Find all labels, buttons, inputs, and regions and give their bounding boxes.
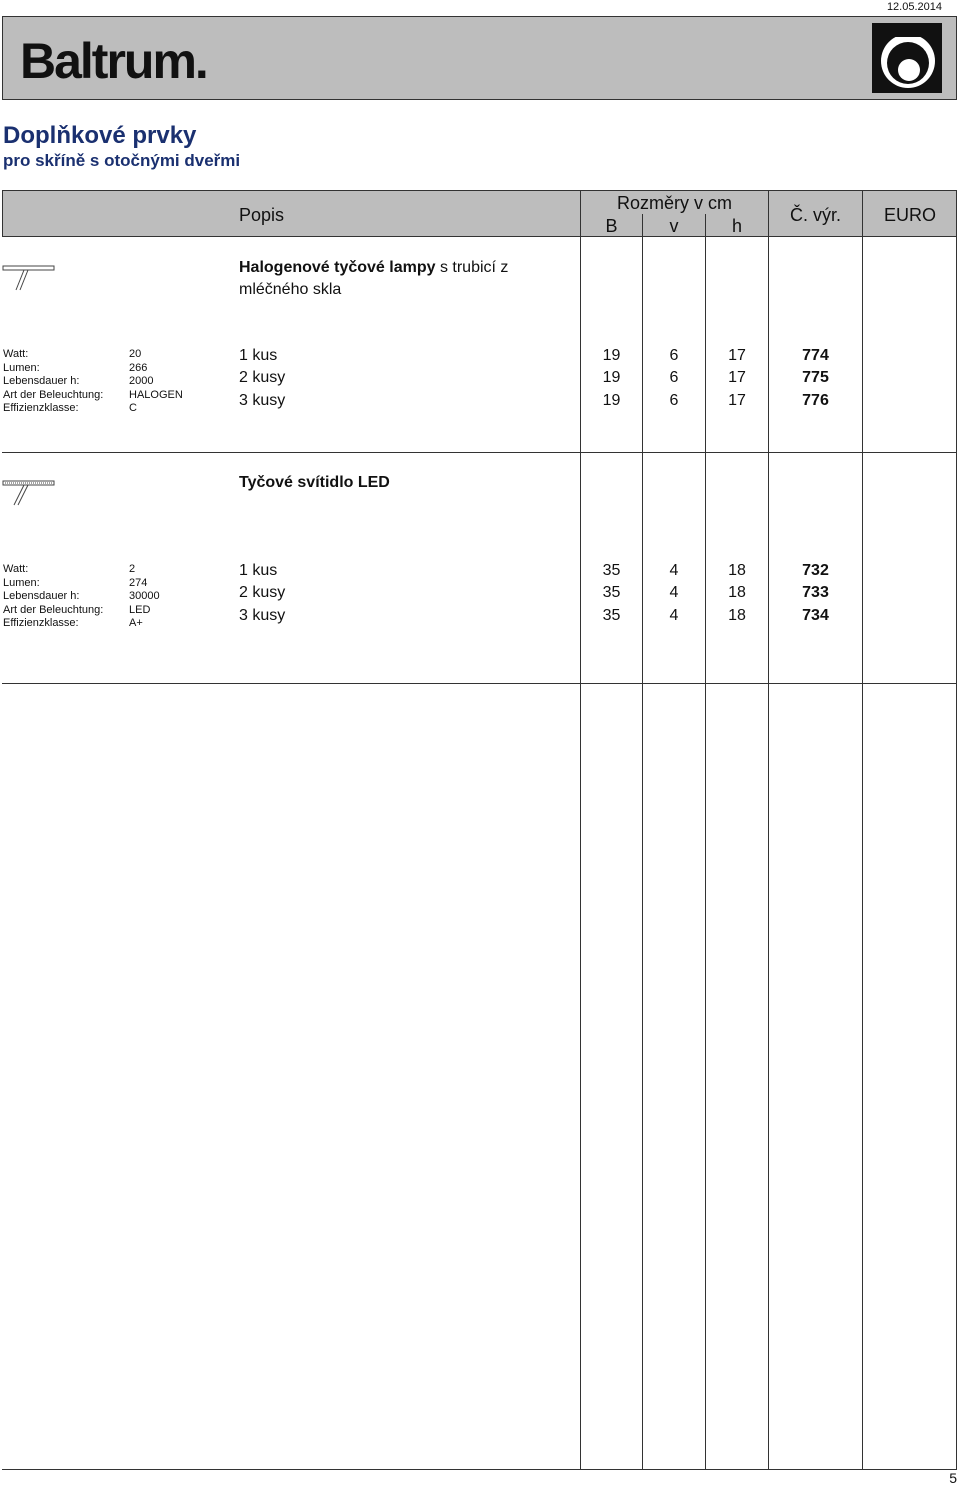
halogen-rod-lamp-icon	[2, 262, 56, 292]
grid-line	[705, 214, 706, 237]
dim-b: 19	[602, 369, 621, 387]
row-desc: 2 kusy	[239, 369, 286, 387]
grid-line	[862, 190, 863, 1470]
dim-b: 35	[602, 562, 621, 579]
spec-value: C	[129, 402, 137, 414]
page-subtitle: pro skříně s otočnými dveřmi	[3, 151, 241, 170]
print-date: 12.05.2014	[886, 1, 942, 13]
dim-h: 17	[728, 391, 746, 409]
section-title-bold: Halogenové tyčové lampy	[239, 259, 436, 276]
col-h-values	[706, 345, 768, 412]
col-code-values	[769, 560, 862, 627]
col-header-rozmery: Rozměry v cm	[616, 193, 732, 213]
dim-v: 6	[669, 369, 679, 387]
row-desc: 3 kusy	[239, 391, 286, 409]
dim-b: 35	[602, 606, 621, 624]
row-desc: 1 kus	[239, 347, 278, 364]
led-rod-lamp-icon	[2, 477, 56, 507]
grid-line	[956, 190, 957, 1470]
row-desc: 3 kusy	[239, 606, 286, 624]
col-code-values	[769, 345, 862, 412]
grid-line	[705, 237, 706, 1470]
product-rows	[239, 345, 285, 412]
spec-value: HALOGEN	[129, 388, 183, 401]
col-header-b: B	[605, 216, 618, 236]
col-b-values	[581, 560, 642, 627]
section-title-rest: s trubicí z mléčného skla	[239, 259, 509, 298]
spec-label: Effizienzklasse:	[3, 402, 79, 414]
dim-b: 35	[602, 584, 621, 602]
spec-label: Lebensdauer h:	[3, 375, 80, 387]
spec-labels	[3, 348, 103, 416]
grid-line	[642, 237, 643, 1470]
spec-value: 266	[129, 361, 148, 374]
spec-values	[129, 348, 183, 416]
spec-value: 2000	[129, 375, 154, 387]
spec-label: Watt:	[3, 563, 29, 575]
spec-label: Lumen:	[3, 576, 40, 589]
spec-label: Art der Beleuchtung:	[3, 603, 104, 616]
section-title	[239, 257, 569, 301]
spec-value: LED	[129, 603, 151, 616]
grid-line	[2, 452, 957, 453]
grid-line	[2, 1469, 957, 1470]
spec-label: Watt:	[3, 348, 29, 360]
product-rows	[239, 560, 285, 627]
spec-label: Lumen:	[3, 361, 40, 374]
row-desc: 1 kus	[239, 562, 278, 579]
spec-value: A+	[129, 617, 143, 629]
dim-b: 19	[602, 391, 621, 409]
dim-h: 18	[728, 584, 746, 602]
spec-labels	[3, 563, 103, 631]
col-v-values	[643, 345, 705, 412]
dim-v: 4	[669, 562, 679, 579]
section-title-bold: Tyčové svítidlo LED	[239, 474, 390, 491]
dim-v: 4	[669, 584, 679, 602]
row-desc: 2 kusy	[239, 584, 286, 602]
col-b-values	[581, 345, 642, 412]
dim-v: 4	[669, 606, 679, 624]
article-number: 776	[802, 391, 829, 409]
spec-value: 274	[129, 576, 148, 589]
col-header-cislo: Č. výr.	[789, 205, 841, 225]
col-header-h: h	[731, 216, 742, 236]
col-header-v: v	[669, 216, 679, 236]
spec-value: 30000	[129, 590, 160, 602]
article-number: 732	[802, 562, 829, 579]
dim-v: 6	[669, 347, 679, 364]
dim-h: 18	[728, 606, 746, 624]
spec-values	[129, 563, 160, 631]
col-header-euro: EURO	[883, 205, 936, 225]
spec-value: 20	[129, 348, 142, 360]
section-title	[239, 472, 569, 494]
brand-logo-icon	[872, 23, 942, 93]
spec-label: Effizienzklasse:	[3, 617, 79, 629]
spec-value: 2	[129, 563, 136, 575]
dim-h: 18	[728, 562, 746, 579]
page-number: 5	[949, 1470, 957, 1486]
dim-v: 6	[669, 391, 679, 409]
page-title: Doplňkové prvky	[3, 122, 197, 149]
article-number: 774	[802, 347, 829, 364]
article-number: 734	[802, 606, 829, 624]
dim-h: 17	[728, 369, 746, 387]
article-number: 733	[802, 584, 829, 602]
spec-label: Lebensdauer h:	[3, 590, 80, 602]
brand-name: Baltrum.	[20, 33, 207, 89]
col-v-values	[643, 560, 705, 627]
article-number: 775	[802, 369, 829, 387]
grid-line	[642, 214, 643, 237]
col-header-popis: Popis	[239, 205, 285, 225]
col-h-values	[706, 560, 768, 627]
dim-h: 17	[728, 347, 746, 364]
grid-line	[2, 683, 957, 684]
dim-b: 19	[602, 347, 621, 364]
spec-label: Art der Beleuchtung:	[3, 388, 104, 401]
